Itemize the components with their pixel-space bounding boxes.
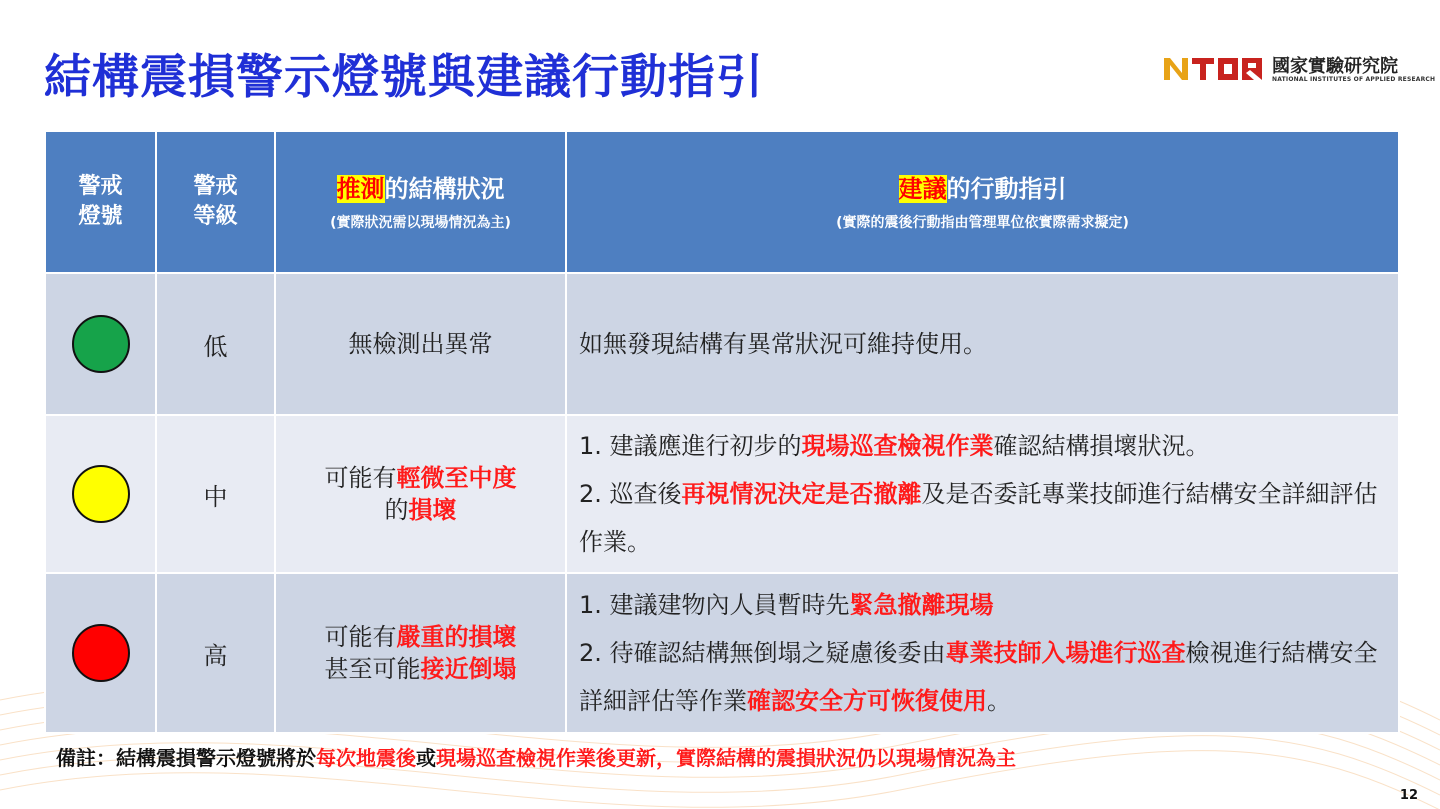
- signal-cell: [45, 573, 156, 733]
- action-cell: [566, 415, 1399, 573]
- footnote: 備註：結構震損警示燈號將於每次地震後或現場巡查檢視作業後更新，實際結構的震損狀況仍以現場情況為主: [56, 746, 1016, 770]
- yellow-light-icon: [72, 465, 130, 523]
- narlabs-logo: [1162, 52, 1436, 86]
- condition-cell: 可能有嚴重的損壞 甚至可能接近倒塌: [275, 573, 566, 733]
- header-signal: 警戒燈號: [45, 131, 156, 273]
- action-item: 2. 巡查後再視情況決定是否撤離及是否委託專業技師進行結構安全詳細評估作業。: [579, 480, 1378, 556]
- action-cell: 如無發現結構有異常狀況可維持使用。: [566, 273, 1399, 415]
- page-number: 12: [1399, 788, 1418, 803]
- level-cell: 低: [156, 273, 275, 415]
- red-light-icon: [72, 624, 130, 682]
- green-light-icon: [72, 315, 130, 373]
- header-condition-highlight: 推測: [336, 175, 385, 203]
- header-level: 警戒等級: [156, 131, 275, 273]
- level-cell: 中: [156, 415, 275, 573]
- narlabs-logo-mark-icon: [1162, 56, 1266, 82]
- action-cell: [566, 573, 1399, 733]
- logo-text-cn: 國家實驗研究院: [1272, 56, 1398, 77]
- logo-text-en: NATIONAL INSTITUTES OF APPLIED RESEARCH: [1272, 76, 1436, 83]
- table-row-low: [45, 273, 1399, 415]
- action-item: 2. 待確認結構無倒塌之疑慮後委由專業技師入場進行巡查檢視進行結構安全詳細評估等作業確認安全方可恢復使用。: [579, 639, 1378, 715]
- condition-cell: 可能有輕微至中度 的損壞: [275, 415, 566, 573]
- table-header-row: [45, 131, 1399, 273]
- table-row-medium: [45, 415, 1399, 573]
- signal-cell: [45, 273, 156, 415]
- table-row-high: [45, 573, 1399, 733]
- condition-cell: 無檢測出異常: [275, 273, 566, 415]
- header-condition: 推測的結構狀況 (實際狀況需以現場情況為主): [275, 131, 566, 273]
- header-action-note: (實際的震後行動指由管理單位依實際需求擬定): [836, 215, 1129, 231]
- signal-cell: [45, 415, 156, 573]
- action-item: 1. 建議建物內人員暫時先緊急撤離現場: [579, 591, 994, 619]
- header-condition-note: (實際狀況需以現場情況為主): [330, 215, 511, 231]
- warning-signal-table: [44, 130, 1400, 734]
- action-item: 1. 建議應進行初步的現場巡查檢視作業確認結構損壞狀況。: [579, 432, 1210, 460]
- level-cell: 高: [156, 573, 275, 733]
- page-title: 結構震損警示燈號與建議行動指引: [44, 50, 764, 105]
- header-action: 建議的行動指引 (實際的震後行動指由管理單位依實際需求擬定): [566, 131, 1399, 273]
- header-action-highlight: 建議: [898, 175, 947, 203]
